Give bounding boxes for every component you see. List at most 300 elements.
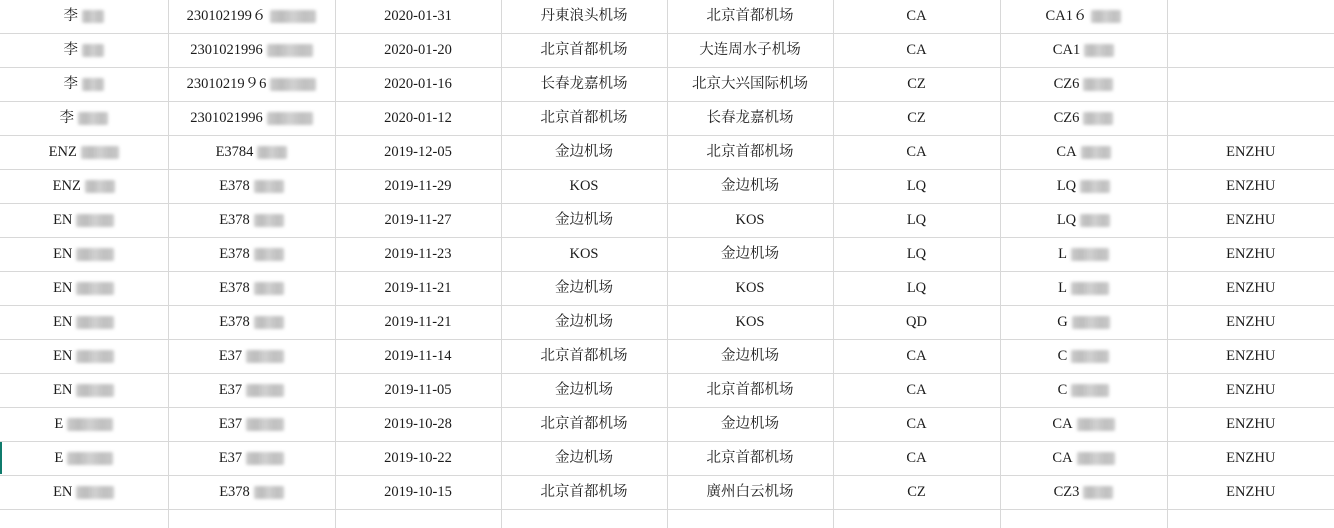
- cell-operator: [1167, 170, 1334, 204]
- redaction-block: [270, 78, 316, 91]
- text-date: 2019-10-15: [384, 484, 452, 500]
- redaction-block: [78, 112, 108, 125]
- cell-content: [907, 281, 926, 296]
- cell-content: [707, 485, 794, 500]
- text-to: 北京大兴国际机场: [692, 76, 808, 92]
- cell-content: [1226, 213, 1275, 228]
- text-operator: ENZHU: [1226, 246, 1276, 262]
- text-id: E378: [219, 246, 250, 262]
- cell-to-airport: [667, 340, 833, 374]
- cell-name: [0, 102, 168, 136]
- cell-content: [219, 417, 284, 432]
- cell-operator: [1167, 102, 1334, 136]
- cell-airline: [833, 34, 1000, 68]
- text-id: E378: [219, 178, 250, 194]
- cell-content: [1226, 247, 1275, 262]
- text-name: 李: [59, 110, 74, 126]
- text-operator: ENZHU: [1226, 280, 1276, 296]
- text-from: 金边机场: [555, 382, 613, 398]
- table-row[interactable]: [0, 408, 1334, 442]
- cell-airline: [833, 68, 1000, 102]
- cell-to-airport: [667, 442, 833, 476]
- cell-to-airport: [667, 408, 833, 442]
- cell-date: [335, 34, 501, 68]
- cell-to-airport: [667, 238, 833, 272]
- cell-flight-no: [1000, 170, 1167, 204]
- text-id: 23010219９6: [186, 76, 267, 92]
- cell-flight-no: [1000, 0, 1167, 34]
- cell-content: [707, 9, 794, 24]
- cell-flight-no: [1000, 238, 1167, 272]
- table-row[interactable]: [0, 0, 1334, 34]
- redaction-block: [85, 180, 115, 193]
- cell-flight-no: [1000, 204, 1167, 238]
- cell-content: [1226, 281, 1275, 296]
- text-date: 2019-11-21: [384, 280, 452, 296]
- text-operator: ENZHU: [1226, 348, 1276, 364]
- text-id: 2301021996: [190, 110, 263, 126]
- cell-airline: [833, 510, 1000, 528]
- cell-content: [735, 213, 764, 228]
- cell-flight-no: [1000, 340, 1167, 374]
- cell-flight-no: [1000, 68, 1167, 102]
- cell-airline: [833, 170, 1000, 204]
- cell-to-airport: [667, 0, 833, 34]
- cell-operator: [1167, 408, 1334, 442]
- redaction-block: [1071, 350, 1109, 363]
- cell-content: [53, 247, 114, 262]
- text-name: EN: [53, 484, 73, 500]
- cell-operator: [1167, 510, 1334, 528]
- text-name: 李: [63, 8, 78, 24]
- redaction-block: [270, 10, 316, 23]
- cell-from-airport: [501, 238, 667, 272]
- cell-id: [168, 510, 335, 528]
- redaction-block: [1071, 282, 1109, 295]
- cell-name: [0, 442, 168, 476]
- cell-content: [1057, 179, 1110, 194]
- redaction-block: [1084, 44, 1114, 57]
- text-airline: CA: [906, 348, 927, 364]
- text-date: 2020-01-20: [384, 42, 452, 58]
- text-date: 2019-11-23: [384, 246, 452, 262]
- text-id: E378: [219, 280, 250, 296]
- cell-content: [64, 43, 105, 58]
- cell-operator: [1167, 306, 1334, 340]
- cell-id: [168, 136, 335, 170]
- cell-name: [0, 0, 168, 34]
- text-name: 李: [63, 42, 78, 58]
- cell-content: [1058, 281, 1109, 296]
- cell-content: [54, 417, 113, 432]
- cell-content: [384, 451, 452, 466]
- cell-date: [335, 306, 501, 340]
- cell-content: [906, 9, 926, 24]
- cell-id: [168, 204, 335, 238]
- cell-content: [1226, 485, 1275, 500]
- text-operator: ENZHU: [1226, 178, 1276, 194]
- cell-operator: [1167, 340, 1334, 374]
- table-row[interactable]: [0, 204, 1334, 238]
- row-edge-marker: [0, 442, 2, 474]
- table-row[interactable]: [0, 170, 1334, 204]
- text-date: 2019-11-14: [384, 348, 452, 364]
- table-row[interactable]: [0, 306, 1334, 340]
- cell-date: [335, 510, 501, 528]
- cell-name: [0, 408, 168, 442]
- redaction-block: [254, 180, 284, 193]
- cell-operator: [1167, 374, 1334, 408]
- cell-date: [335, 0, 501, 34]
- cell-name: [0, 204, 168, 238]
- redaction-block: [1071, 248, 1109, 261]
- cell-content: [555, 281, 613, 296]
- text-from: 北京首都机场: [540, 42, 628, 58]
- cell-content: [190, 111, 313, 126]
- cell-content: [64, 77, 105, 92]
- redaction-block: [267, 112, 313, 125]
- cell-content: [384, 77, 452, 92]
- cell-content: [384, 43, 452, 58]
- cell-content: [569, 247, 598, 262]
- text-airline: CA: [906, 450, 927, 466]
- cell-content: [735, 315, 764, 330]
- cell-name: [0, 476, 168, 510]
- cell-content: [1054, 77, 1114, 92]
- table-row[interactable]: [0, 136, 1334, 170]
- table-row[interactable]: [0, 102, 1334, 136]
- text-id: E37: [218, 416, 243, 432]
- cell-content: [219, 349, 284, 364]
- redaction-block: [1077, 418, 1115, 431]
- text-to: 北京首都机场: [706, 144, 794, 160]
- text-to: 廣州白云机场: [706, 484, 794, 500]
- cell-content: [64, 9, 105, 24]
- text-flight: C: [1057, 348, 1068, 364]
- text-name: ENZ: [48, 144, 77, 160]
- cell-airline: [833, 238, 1000, 272]
- redaction-block: [76, 350, 114, 363]
- cell-content: [721, 417, 779, 432]
- text-date: 2020-01-16: [384, 76, 452, 92]
- cell-content: [384, 9, 452, 24]
- cell-flight-no: [1000, 102, 1167, 136]
- text-date: 2019-11-05: [384, 382, 452, 398]
- cell-to-airport: [667, 374, 833, 408]
- redaction-block: [257, 146, 287, 159]
- text-flight: L: [1058, 280, 1067, 296]
- redaction-block: [254, 214, 284, 227]
- cell-date: [335, 136, 501, 170]
- cell-content: [219, 213, 284, 228]
- cell-from-airport: [501, 136, 667, 170]
- cell-content: [906, 349, 926, 364]
- cell-operator: [1167, 0, 1334, 34]
- cell-content: [541, 417, 628, 432]
- cell-operator: [1167, 272, 1334, 306]
- cell-name: [0, 68, 168, 102]
- text-from: 金边机场: [555, 314, 613, 330]
- redaction-block: [82, 10, 104, 23]
- cell-content: [569, 179, 598, 194]
- cell-content: [384, 213, 451, 228]
- cell-flight-no: [1000, 136, 1167, 170]
- table-row[interactable]: [0, 476, 1334, 510]
- redaction-block: [254, 248, 284, 261]
- text-date: 2019-12-05: [384, 144, 452, 160]
- cell-operator: [1167, 68, 1334, 102]
- text-from: 长春龙嘉机场: [540, 76, 628, 92]
- cell-content: [907, 77, 926, 92]
- redaction-block: [246, 384, 284, 397]
- table-row[interactable]: [0, 340, 1334, 374]
- text-airline: CZ: [907, 110, 926, 126]
- cell-from-airport: [501, 0, 667, 34]
- text-flight: CZ6: [1053, 110, 1080, 126]
- redaction-block: [76, 486, 114, 499]
- cell-content: [1226, 179, 1275, 194]
- text-id: E378: [219, 314, 250, 330]
- cell-content: [707, 145, 794, 160]
- cell-from-airport: [501, 476, 667, 510]
- text-from: 北京首都机场: [540, 348, 628, 364]
- redaction-block: [1071, 384, 1109, 397]
- cell-id: [168, 102, 335, 136]
- text-date: 2020-01-31: [384, 8, 452, 24]
- redaction-block: [1080, 214, 1110, 227]
- cell-date: [335, 170, 501, 204]
- redaction-block: [76, 316, 114, 329]
- cell-date: [335, 408, 501, 442]
- cell-name: [0, 34, 168, 68]
- redaction-block: [254, 486, 284, 499]
- cell-airline: [833, 102, 1000, 136]
- cell-content: [190, 43, 313, 58]
- table-row[interactable]: [0, 238, 1334, 272]
- text-name: E: [54, 416, 64, 432]
- cell-flight-no: [1000, 374, 1167, 408]
- cell-to-airport: [667, 68, 833, 102]
- cell-id: [168, 0, 335, 34]
- table-row[interactable]: [0, 68, 1334, 102]
- text-id: E37: [218, 382, 243, 398]
- cell-content: [707, 383, 794, 398]
- text-id: E3784: [215, 144, 254, 160]
- text-name: ENZ: [52, 178, 81, 194]
- text-from: 金边机场: [555, 144, 613, 160]
- cell-flight-no: [1000, 442, 1167, 476]
- text-name: EN: [53, 280, 73, 296]
- text-operator: ENZHU: [1226, 382, 1276, 398]
- text-name: EN: [53, 212, 73, 228]
- text-airline: LQ: [906, 246, 927, 262]
- text-airline: QD: [906, 314, 927, 330]
- text-airline: CA: [906, 8, 927, 24]
- redaction-block: [254, 316, 284, 329]
- text-from: 金边机场: [555, 212, 613, 228]
- cell-content: [1226, 451, 1275, 466]
- table-row-partial[interactable]: [0, 510, 1334, 528]
- redaction-block: [81, 146, 119, 159]
- text-date: 2020-01-12: [384, 110, 452, 126]
- cell-date: [335, 340, 501, 374]
- cell-airline: [833, 374, 1000, 408]
- cell-content: [60, 111, 109, 126]
- redaction-block: [1083, 78, 1113, 91]
- cell-content: [907, 179, 926, 194]
- text-from: 丹東浪头机场: [540, 8, 628, 24]
- cell-from-airport: [501, 34, 667, 68]
- text-date: 2019-10-28: [384, 416, 452, 432]
- cell-id: [168, 306, 335, 340]
- text-flight: CA: [1052, 450, 1073, 466]
- cell-date: [335, 204, 501, 238]
- cell-content: [384, 111, 452, 126]
- cell-name: [0, 306, 168, 340]
- cell-content: [541, 485, 628, 500]
- cell-content: [53, 383, 114, 398]
- text-flight: LQ: [1056, 178, 1077, 194]
- cell-content: [1053, 43, 1114, 58]
- cell-content: [555, 451, 613, 466]
- cell-content: [906, 315, 927, 330]
- cell-airline: [833, 136, 1000, 170]
- cell-date: [335, 68, 501, 102]
- text-flight: LQ: [1056, 212, 1077, 228]
- text-airline: CA: [906, 42, 927, 58]
- cell-from-airport: [501, 170, 667, 204]
- redaction-block: [76, 248, 114, 261]
- cell-content: [187, 9, 317, 24]
- redaction-block: [67, 452, 113, 465]
- cell-to-airport: [667, 510, 833, 528]
- cell-to-airport: [667, 204, 833, 238]
- redaction-block: [76, 282, 114, 295]
- cell-content: [707, 111, 794, 126]
- cell-from-airport: [501, 374, 667, 408]
- text-name: EN: [53, 348, 73, 364]
- text-to: 北京首都机场: [706, 450, 794, 466]
- text-flight: CA1: [1052, 42, 1081, 58]
- cell-content: [54, 451, 113, 466]
- cell-from-airport: [501, 306, 667, 340]
- redaction-block: [246, 452, 284, 465]
- cell-flight-no: [1000, 272, 1167, 306]
- text-flight: CA: [1056, 144, 1077, 160]
- cell-content: [219, 315, 284, 330]
- cell-to-airport: [667, 476, 833, 510]
- redaction-block: [67, 418, 113, 431]
- cell-content: [541, 349, 628, 364]
- text-to: 北京首都机场: [706, 382, 794, 398]
- text-from: KOS: [569, 246, 599, 262]
- cell-airline: [833, 204, 1000, 238]
- cell-id: [168, 34, 335, 68]
- text-from: 北京首都机场: [540, 416, 628, 432]
- text-flight: CA1６: [1045, 8, 1088, 24]
- cell-to-airport: [667, 170, 833, 204]
- redaction-block: [246, 350, 284, 363]
- cell-from-airport: [501, 408, 667, 442]
- cell-content: [384, 247, 451, 262]
- cell-content: [384, 315, 451, 330]
- text-operator: ENZHU: [1226, 144, 1276, 160]
- cell-content: [907, 213, 926, 228]
- cell-content: [555, 383, 613, 398]
- cell-to-airport: [667, 102, 833, 136]
- cell-content: [1057, 315, 1109, 330]
- cell-content: [384, 383, 451, 398]
- redaction-block: [1072, 316, 1110, 329]
- cell-content: [1226, 417, 1275, 432]
- cell-name: [0, 238, 168, 272]
- cell-id: [168, 374, 335, 408]
- text-date: 2019-11-29: [384, 178, 452, 194]
- redaction-block: [246, 418, 284, 431]
- cell-content: [1046, 9, 1122, 24]
- text-to: KOS: [735, 212, 765, 228]
- text-airline: CZ: [907, 484, 926, 500]
- cell-content: [49, 145, 119, 160]
- cell-content: [384, 145, 452, 160]
- text-id: 230102199６: [186, 8, 267, 24]
- cell-content: [1054, 111, 1114, 126]
- cell-content: [53, 315, 114, 330]
- cell-from-airport: [501, 204, 667, 238]
- cell-from-airport: [501, 510, 667, 528]
- cell-content: [906, 417, 926, 432]
- cell-content: [1054, 485, 1114, 500]
- redaction-block: [1091, 10, 1121, 23]
- table-row[interactable]: [0, 442, 1334, 476]
- cell-content: [219, 247, 284, 262]
- cell-name: [0, 374, 168, 408]
- redaction-block: [76, 384, 114, 397]
- cell-content: [707, 451, 794, 466]
- cell-name: [0, 170, 168, 204]
- cell-operator: [1167, 34, 1334, 68]
- text-from: KOS: [569, 178, 599, 194]
- cell-date: [335, 102, 501, 136]
- text-id: 2301021996: [190, 42, 263, 58]
- table-row[interactable]: [0, 34, 1334, 68]
- cell-content: [384, 417, 452, 432]
- table-row[interactable]: [0, 374, 1334, 408]
- cell-content: [1058, 383, 1110, 398]
- cell-to-airport: [667, 34, 833, 68]
- cell-airline: [833, 306, 1000, 340]
- cell-content: [1052, 417, 1114, 432]
- cell-content: [1226, 145, 1275, 160]
- cell-content: [53, 281, 114, 296]
- cell-id: [168, 340, 335, 374]
- redaction-block: [1083, 112, 1113, 125]
- cell-content: [219, 281, 284, 296]
- cell-content: [53, 485, 114, 500]
- text-from: 金边机场: [555, 280, 613, 296]
- cell-content: [541, 111, 628, 126]
- redaction-block: [82, 44, 104, 57]
- cell-airline: [833, 0, 1000, 34]
- cell-content: [541, 9, 628, 24]
- cell-content: [1056, 145, 1110, 160]
- cell-content: [555, 145, 613, 160]
- cell-content: [906, 145, 926, 160]
- cell-id: [168, 408, 335, 442]
- text-to: 大连周水子机场: [699, 42, 801, 58]
- table-row[interactable]: [0, 272, 1334, 306]
- text-operator: ENZHU: [1226, 212, 1276, 228]
